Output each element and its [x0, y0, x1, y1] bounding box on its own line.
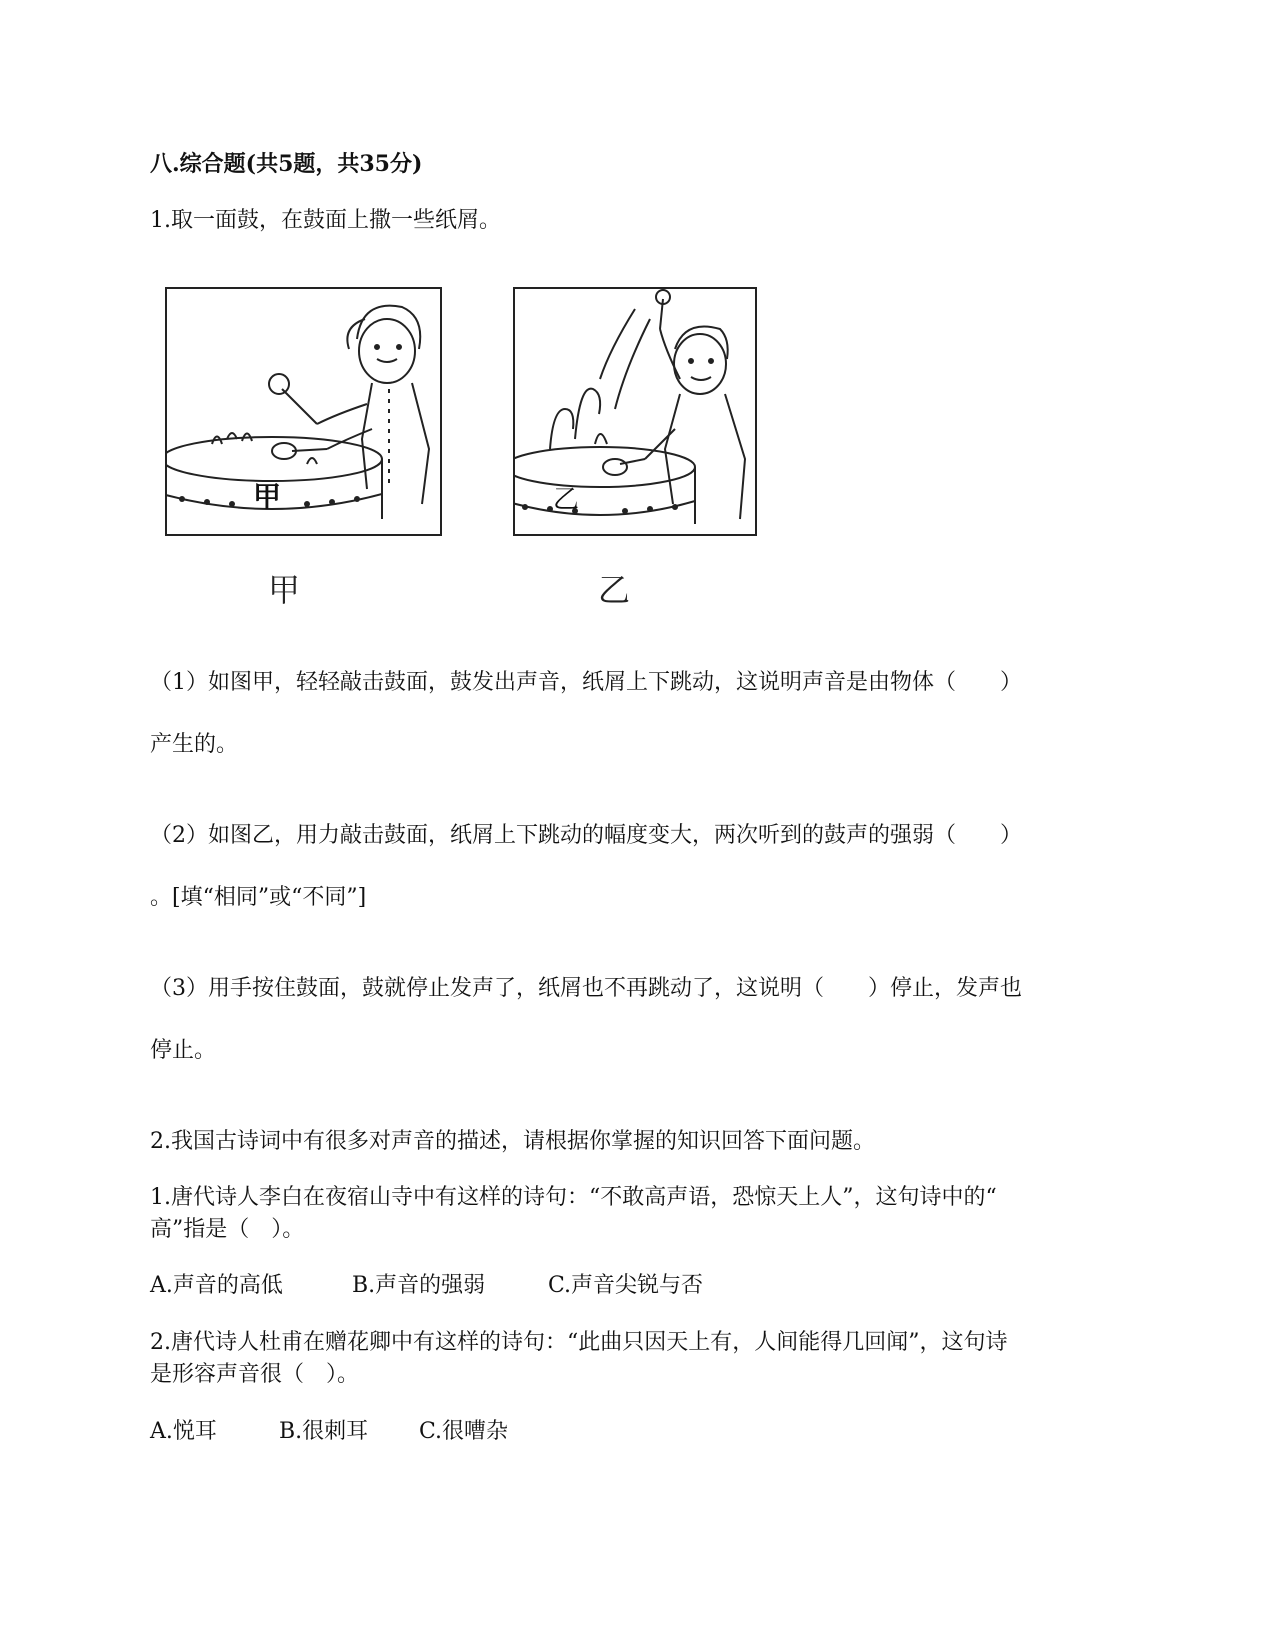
question-1-sub-1-line-1: （1）如图甲，轻轻敲击鼓面，鼓发出声音，纸屑上下跳动，这说明声音是由物体（ ）	[150, 670, 1023, 695]
drum-gently-struck-illustration	[167, 289, 440, 534]
figure-jia	[165, 287, 442, 536]
question-2-part-1-line-2: 高”指是（ ）。	[150, 1217, 305, 1242]
figure-jia-caption: 甲	[268, 571, 301, 609]
option-c: C.声音尖锐与否	[548, 1273, 704, 1298]
figure-jia-inner-label: 甲	[253, 480, 282, 513]
option-a: A.悦耳	[150, 1419, 217, 1444]
question-2-stem: 2.我国古诗词中有很多对声音的描述，请根据你掌握的知识回答下面问题。	[150, 1129, 875, 1154]
question-1-sub-2-line-1: （2）如图乙，用力敲击鼓面，纸屑上下跳动的幅度变大，两次听到的鼓声的强弱（ ）	[150, 823, 1023, 848]
question-1-sub-3-line-1: （3）用手按住鼓面，鼓就停止发声了，纸屑也不再跳动了，这说明（ ）停止，发声也	[150, 976, 1023, 1001]
question-2-part-2-line-2: 是形容声音很（ ）。	[150, 1362, 360, 1387]
question-1-stem: 1.取一面鼓，在鼓面上撒一些纸屑。	[150, 208, 501, 233]
figure-yi-inner-label: 乙	[553, 485, 580, 515]
question-1-sub-2-line-2: 。[填“相同”或“不同”]	[150, 885, 367, 910]
option-b: B.很刺耳	[279, 1419, 369, 1444]
question-2-part-1-options	[150, 1270, 703, 1302]
question-2-part-1-line-1: 1.唐代诗人李白在夜宿山寺中有这样的诗句：“不敢高声语，恐惊天上人”，这句诗中的“	[150, 1185, 997, 1210]
option-c: C.很嘈杂	[419, 1419, 509, 1444]
drum-hard-struck-illustration	[515, 289, 755, 534]
question-2-part-2-line-1: 2.唐代诗人杜甫在赠花卿中有这样的诗句：“此曲只因天上有，人间能得几回闻”，这句诗	[150, 1330, 1008, 1355]
question-1-sub-1-line-2: 产生的。	[150, 732, 239, 757]
question-1-sub-3-line-2: 停止。	[150, 1038, 217, 1063]
option-a: A.声音的高低	[150, 1273, 283, 1298]
figure-yi-caption: 乙	[598, 571, 631, 609]
section-title: 八.综合题(共5题，共35分)	[150, 151, 423, 177]
figure-yi	[513, 287, 757, 536]
question-2-part-2-options	[150, 1416, 508, 1448]
option-b: B.声音的强弱	[352, 1273, 486, 1298]
